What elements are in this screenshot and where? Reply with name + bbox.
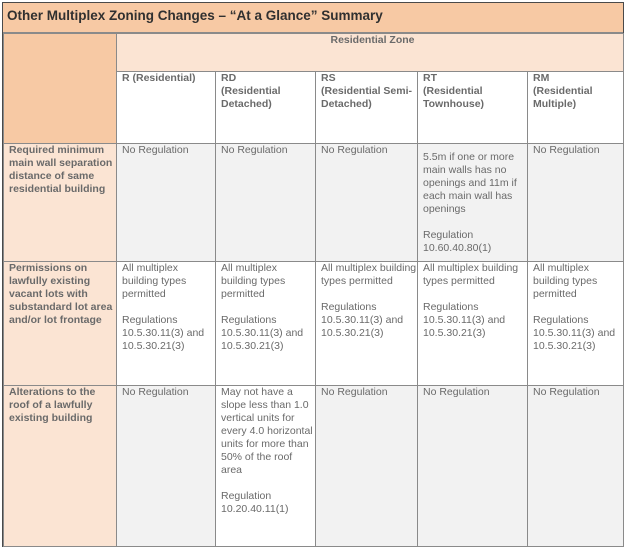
table-cell [528, 262, 624, 386]
column-code: R (Residential) [122, 72, 196, 84]
cell-text: 5.5m if one or more main walls has no openings and 11m if each main wall has openings [423, 151, 517, 215]
row-label: Permissions on lawfully existing vacant lots with substandard lot area and/or lot frontage [4, 262, 117, 386]
cell-regulation: Regulations 10.5.30.11(3) and 10.5.30.21(3) [533, 314, 616, 352]
table-cell: No Regulation [117, 144, 216, 262]
table-cell [216, 262, 316, 386]
zoning-summary-table [3, 33, 624, 547]
table-row [4, 144, 624, 262]
column-code: RD [221, 72, 237, 84]
cell-text: All multiplex building types permitted [423, 262, 519, 287]
zone-header: Residential Zone [117, 34, 624, 72]
cell-text: May not have a slope less than 1.0 vertical units for every 4.0 horizontal units for more than 50% of the roof area [221, 386, 313, 476]
table-cell: No Regulation [117, 386, 216, 547]
column-header-r [117, 72, 216, 144]
table-cell [316, 262, 418, 386]
table-cell: No Regulation [418, 386, 528, 547]
column-code: RS [321, 72, 336, 84]
column-code: RM [533, 72, 550, 84]
column-header-rs [316, 72, 418, 144]
cell-regulation: Regulations 10.5.30.11(3) and 10.5.30.21(3) [221, 314, 304, 352]
column-name: (Residential Semi-Detached) [321, 85, 413, 110]
table-cell [418, 262, 528, 386]
cell-regulation: Regulations 10.5.30.11(3) and 10.5.30.21(3) [122, 314, 205, 352]
table-cell: No Regulation [528, 386, 624, 547]
summary-table-container [2, 2, 624, 547]
column-code: RT [423, 72, 437, 84]
cell-regulation: Regulations 10.5.30.11(3) and 10.5.30.21(3) [321, 301, 404, 339]
cell-regulation: Regulation 10.60.40.80(1) [423, 229, 492, 254]
cell-text: All multiplex building types permitted [122, 262, 187, 300]
table-cell: No Regulation [216, 144, 316, 262]
cell-text: All multiplex building types permitted [321, 262, 417, 287]
table-row [4, 386, 624, 547]
cell-regulation: Regulation 10.20.40.11(1) [221, 490, 289, 515]
column-header-rd [216, 72, 316, 144]
table-row [4, 262, 624, 386]
table-cell [418, 144, 528, 262]
cell-text: All multiplex building types permitted [533, 262, 598, 300]
column-name: (Residential Detached) [221, 85, 281, 110]
corner-cell [4, 34, 117, 144]
column-name: (Residential Townhouse) [423, 85, 485, 110]
table-title: Other Multiplex Zoning Changes – “At a Glance” Summary [3, 3, 623, 33]
table-cell: No Regulation [528, 144, 624, 262]
row-label: Required minimum main wall separation distance of same residential building [4, 144, 117, 262]
column-header-rt [418, 72, 528, 144]
cell-regulation: Regulations 10.5.30.11(3) and 10.5.30.21(3) [423, 301, 506, 339]
column-name: (Residential Multiple) [533, 85, 593, 110]
table-cell: No Regulation [316, 386, 418, 547]
row-label: Alterations to the roof of a lawfully existing building [4, 386, 117, 547]
table-cell [216, 386, 316, 547]
column-header-rm [528, 72, 624, 144]
zone-header-row [4, 34, 624, 72]
table-cell: No Regulation [316, 144, 418, 262]
table-cell [117, 262, 216, 386]
cell-text: All multiplex building types permitted [221, 262, 286, 300]
